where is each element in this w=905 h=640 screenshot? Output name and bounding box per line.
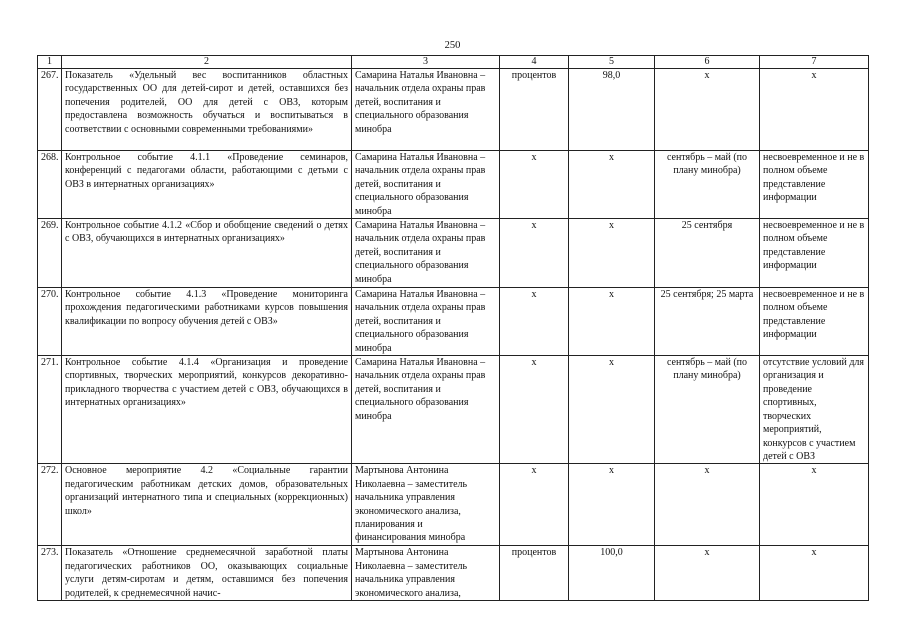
row-value: х: [569, 151, 655, 219]
row-description: Контрольное событие 4.1.3 «Проведение мониторинга прохождения педагогическими работниками курсов повышения квалификации по вопросу обучения детей с ОВЗ»: [62, 288, 352, 356]
row-description: Контрольное событие 4.1.1 «Проведение семинаров, конференций с педагогами области, работающими с детьми с ОВЗ в интернатных организациях»: [62, 151, 352, 219]
row-description: Основное мероприятие 4.2 «Социальные гарантии педагогическим работникам детских домов, образовательных организаций интернатного типа и специальных (коррекционных) школ»: [62, 464, 352, 546]
row-risk: несвоевременное и не в полном объеме представление информации: [760, 151, 869, 219]
table-row: [38, 219, 869, 288]
row-unit: процентов: [500, 69, 569, 151]
row-value: х: [569, 464, 655, 546]
row-term: сентябрь – май (по плану минобра): [655, 151, 760, 219]
row-value: х: [569, 219, 655, 288]
row-term: сентябрь – май (по плану минобра): [655, 356, 760, 464]
row-description: Контрольное событие 4.1.2 «Сбор и обобщение сведений о детях с ОВЗ, обучающихся в интернатных организациях»: [62, 219, 352, 288]
row-description: Показатель «Удельный вес воспитанников областных государственных ОО для детей-сирот и детей, оставшихся без попечения родителей, ОО для детей с ОВЗ, которым предоставлена возможность обучаться и воспитываться в соответствии с основными современными требованиями»: [62, 69, 352, 151]
row-responsible: Самарина Наталья Ивановна – начальник отдела охраны прав детей, воспитания и специального образования минобра: [352, 151, 500, 219]
row-unit: х: [500, 151, 569, 219]
header-col-5: 5: [569, 56, 655, 69]
row-term: х: [655, 546, 760, 601]
row-term: х: [655, 464, 760, 546]
table-row: [38, 356, 869, 464]
row-unit: х: [500, 219, 569, 288]
row-responsible: Самарина Наталья Ивановна – начальник отдела охраны прав детей, воспитания и специального образования минобра: [352, 288, 500, 356]
header-col-6: 6: [655, 56, 760, 69]
row-value: 98,0: [569, 69, 655, 151]
row-unit: процентов: [500, 546, 569, 601]
table-row: [38, 464, 869, 546]
table-row: [38, 546, 869, 601]
row-unit: х: [500, 288, 569, 356]
header-row: [38, 56, 869, 69]
row-responsible: Мартынова Антонина Николаевна – заместитель начальника управления экономического анализа, планирования и финансирования минобра: [352, 464, 500, 546]
row-unit: х: [500, 356, 569, 464]
row-value: 100,0: [569, 546, 655, 601]
row-number: 272.: [38, 464, 62, 546]
page-number: 250: [444, 40, 461, 51]
row-unit: х: [500, 464, 569, 546]
row-description: Показатель «Отношение среднемесячной заработной платы педагогических работников ОО, оказывающих социальные услуги детям-сиротам и детям, оставшимся без попечения родителей, к среднемесячной начис-: [62, 546, 352, 601]
row-term: х: [655, 69, 760, 151]
header-col-7: 7: [760, 56, 869, 69]
header-col-1: 1: [38, 56, 62, 69]
plan-table: [37, 55, 869, 601]
row-risk: несвоевременное и не в полном объеме представление информации: [760, 219, 869, 288]
row-number: 273.: [38, 546, 62, 601]
row-risk: несвоевременное и не в полном объеме представление информации: [760, 288, 869, 356]
table-row: [38, 69, 869, 151]
row-risk: х: [760, 546, 869, 601]
row-responsible: Мартынова Антонина Николаевна – заместитель начальника управления экономического анализа,: [352, 546, 500, 601]
row-responsible: Самарина Наталья Ивановна – начальник отдела охраны прав детей, воспитания и специального образования минобра: [352, 356, 500, 464]
table-row: [38, 288, 869, 356]
row-risk: х: [760, 464, 869, 546]
header-col-4: 4: [500, 56, 569, 69]
row-value: х: [569, 288, 655, 356]
row-responsible: Самарина Наталья Ивановна – начальник отдела охраны прав детей, воспитания и специального образования минобра: [352, 69, 500, 151]
row-term: 25 сентября: [655, 219, 760, 288]
table-row: [38, 151, 869, 219]
row-description: Контрольное событие 4.1.4 «Организация и проведение спортивных, творческих мероприятий, конкурсов декоративно-прикладного творчества с участием детей с ОВЗ, обучающихся в интернатных организациях»: [62, 356, 352, 464]
row-number: 270.: [38, 288, 62, 356]
row-risk: отсутствие условий для организация и проведение спортивных, творческих мероприятий, конкурсов с участием детей с ОВЗ: [760, 356, 869, 464]
header-col-3: 3: [352, 56, 500, 69]
row-number: 271.: [38, 356, 62, 464]
row-number: 269.: [38, 219, 62, 288]
header-col-2: 2: [62, 56, 352, 69]
row-term: 25 сентября; 25 марта: [655, 288, 760, 356]
row-risk: х: [760, 69, 869, 151]
row-number: 267.: [38, 69, 62, 151]
row-value: х: [569, 356, 655, 464]
row-number: 268.: [38, 151, 62, 219]
row-responsible: Самарина Наталья Ивановна – начальник отдела охраны прав детей, воспитания и специального образования минобра: [352, 219, 500, 288]
